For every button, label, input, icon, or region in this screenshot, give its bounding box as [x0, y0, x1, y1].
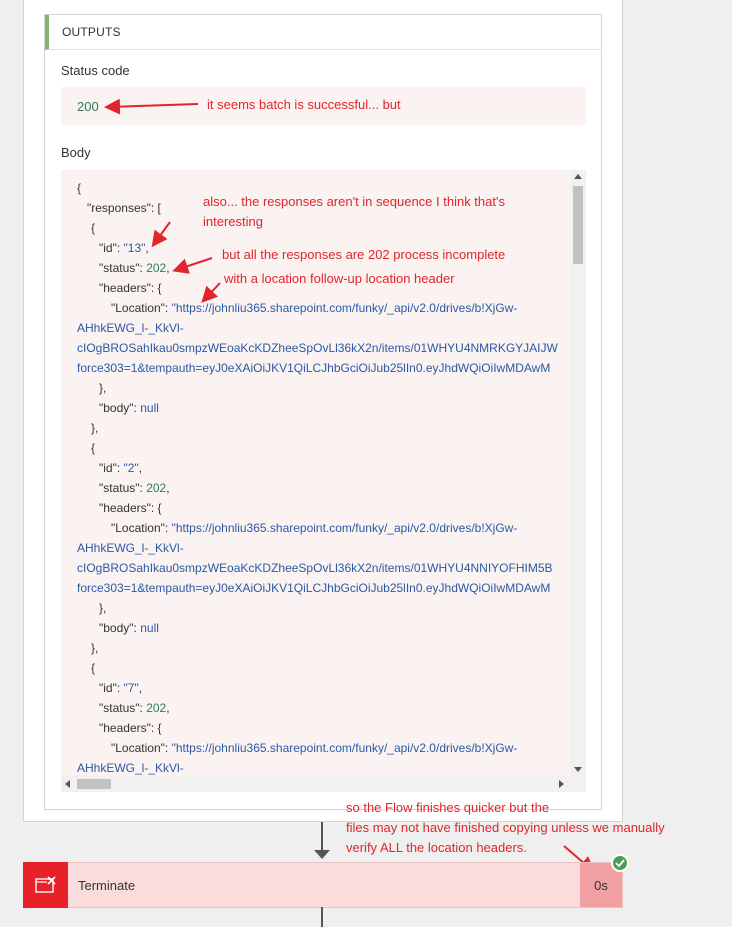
- json-token: ,: [166, 261, 170, 275]
- json-token: "13": [123, 241, 146, 255]
- json-token: ,: [166, 701, 170, 715]
- json-token: "https://johnliu365.sharepoint.com/funky/_api/v2.0/drives/b!XjGw-: [171, 741, 518, 755]
- json-token: null: [140, 401, 159, 415]
- json-line: [61, 218, 569, 238]
- json-token: },: [99, 381, 107, 395]
- json-token: 202: [146, 261, 167, 275]
- json-line: [61, 538, 569, 558]
- json-line: [61, 458, 569, 478]
- json-line: [61, 698, 569, 718]
- annotation-flow-3: verify ALL the location headers.: [346, 840, 527, 855]
- json-token: "headers": {: [99, 721, 162, 735]
- json-token: "status":: [99, 701, 147, 715]
- json-token: "body":: [99, 401, 141, 415]
- json-line: [61, 378, 569, 398]
- json-token: "status":: [99, 261, 147, 275]
- json-line: [61, 758, 569, 776]
- json-line: [61, 398, 569, 418]
- json-line: [61, 438, 569, 458]
- json-token: AHhkEWG_l-_KkVl-: [77, 321, 184, 335]
- connector-arrow-icon: [314, 850, 330, 859]
- scroll-thumb[interactable]: [573, 186, 583, 264]
- json-token: ,: [138, 681, 143, 695]
- terminate-duration: 0s: [580, 863, 622, 907]
- terminate-icon: [23, 862, 68, 908]
- vertical-scrollbar[interactable]: [570, 170, 586, 776]
- json-token: "id":: [99, 681, 124, 695]
- json-token: "https://johnliu365.sharepoint.com/funky/_api/v2.0/drives/b!XjGw-: [171, 301, 518, 315]
- json-token: "body":: [99, 621, 141, 635]
- json-token: null: [140, 621, 159, 635]
- json-token: {: [91, 661, 96, 675]
- scroll-up-icon[interactable]: [574, 174, 582, 179]
- json-token: {: [91, 221, 96, 235]
- body-label: Body: [61, 145, 91, 160]
- annotation-sequence-2: interesting: [203, 214, 263, 229]
- json-token: 202: [146, 701, 167, 715]
- json-token: "id":: [99, 461, 124, 475]
- json-line: [61, 678, 569, 698]
- outputs-header: OUTPUTS: [45, 15, 601, 50]
- json-token: },: [91, 641, 99, 655]
- hscroll-thumb[interactable]: [77, 779, 111, 789]
- json-token: AHhkEWG_l-_KkVl-: [77, 761, 184, 775]
- json-line: [61, 298, 569, 318]
- json-token: "7": [123, 681, 139, 695]
- json-line: [61, 478, 569, 498]
- json-token: "https://johnliu365.sharepoint.com/funky/_api/v2.0/drives/b!XjGw-: [171, 521, 518, 535]
- json-token: cIOgBROSahIkau0smpzWEoaKcKDZheeSpOvLl36kX2n/items/01WHYU4NMRKGYJAIJW: [77, 341, 558, 355]
- json-token: cIOgBROSahIkau0smpzWEoaKcKDZheeSpOvLl36kX2n/items/01WHYU4NNIYOFHIM5B: [77, 561, 553, 575]
- json-token: AHhkEWG_l-_KkVl-: [77, 541, 184, 555]
- json-line: [61, 718, 569, 738]
- flow-connector-bottom: [321, 907, 323, 927]
- json-token: },: [99, 601, 107, 615]
- annotation-flow-1: so the Flow finishes quicker but the: [346, 800, 550, 815]
- annotation-sequence-1: also... the responses aren't in sequence I think that's: [203, 194, 505, 209]
- json-line: [61, 318, 569, 338]
- json-token: force303=1&tempauth=eyJ0eXAiOiJKV1QiLCJhbGciOiJub25lIn0.eyJhdWQiOiIwMDAwM: [77, 581, 551, 595]
- horizontal-scrollbar[interactable]: [61, 776, 586, 792]
- terminate-action[interactable]: [23, 862, 623, 908]
- json-token: "headers": {: [99, 281, 162, 295]
- json-line: [61, 498, 569, 518]
- json-token: {: [91, 441, 96, 455]
- terminate-label: Terminate: [78, 877, 136, 893]
- json-token: "Location":: [111, 741, 172, 755]
- json-token: ,: [138, 461, 143, 475]
- json-line: [61, 738, 569, 758]
- annotation-status202: but all the responses are 202 process incomplete: [222, 247, 506, 262]
- scroll-left-icon[interactable]: [65, 780, 70, 788]
- status-code-value: 200: [61, 87, 586, 125]
- scroll-down-icon[interactable]: [574, 767, 582, 772]
- json-line: [61, 358, 569, 378]
- json-token: "headers": {: [99, 501, 162, 515]
- json-line: [61, 598, 569, 618]
- json-token: "responses": [: [87, 201, 161, 215]
- success-check-icon: [611, 854, 629, 872]
- json-token: "id":: [99, 241, 124, 255]
- json-line: [61, 618, 569, 638]
- json-line: [61, 518, 569, 538]
- json-token: {: [77, 181, 82, 195]
- json-token: "2": [123, 461, 139, 475]
- json-token: ,: [166, 481, 170, 495]
- flow-connector: [321, 822, 323, 852]
- json-line: [61, 658, 569, 678]
- json-line: [61, 558, 569, 578]
- annotation-status: it seems batch is successful... but: [207, 97, 401, 112]
- json-token: },: [91, 421, 99, 435]
- status-code-label: Status code: [61, 63, 130, 78]
- annotation-location: with a location follow-up location header: [224, 271, 455, 286]
- json-token: ,: [145, 241, 149, 255]
- json-token: 202: [146, 481, 167, 495]
- outputs-panel: [44, 14, 602, 810]
- annotation-flow-2: files may not have finished copying unless we manually: [346, 820, 665, 835]
- json-line: [61, 578, 569, 598]
- json-line: [61, 418, 569, 438]
- json-token: "Location":: [111, 521, 172, 535]
- json-token: "Location":: [111, 301, 172, 315]
- json-token: "status":: [99, 481, 147, 495]
- json-line: [61, 638, 569, 658]
- scroll-right-icon[interactable]: [559, 780, 564, 788]
- json-token: force303=1&tempauth=eyJ0eXAiOiJKV1QiLCJhbGciOiJub25lIn0.eyJhdWQiOiIwMDAwM: [77, 361, 551, 375]
- json-line: [61, 338, 569, 358]
